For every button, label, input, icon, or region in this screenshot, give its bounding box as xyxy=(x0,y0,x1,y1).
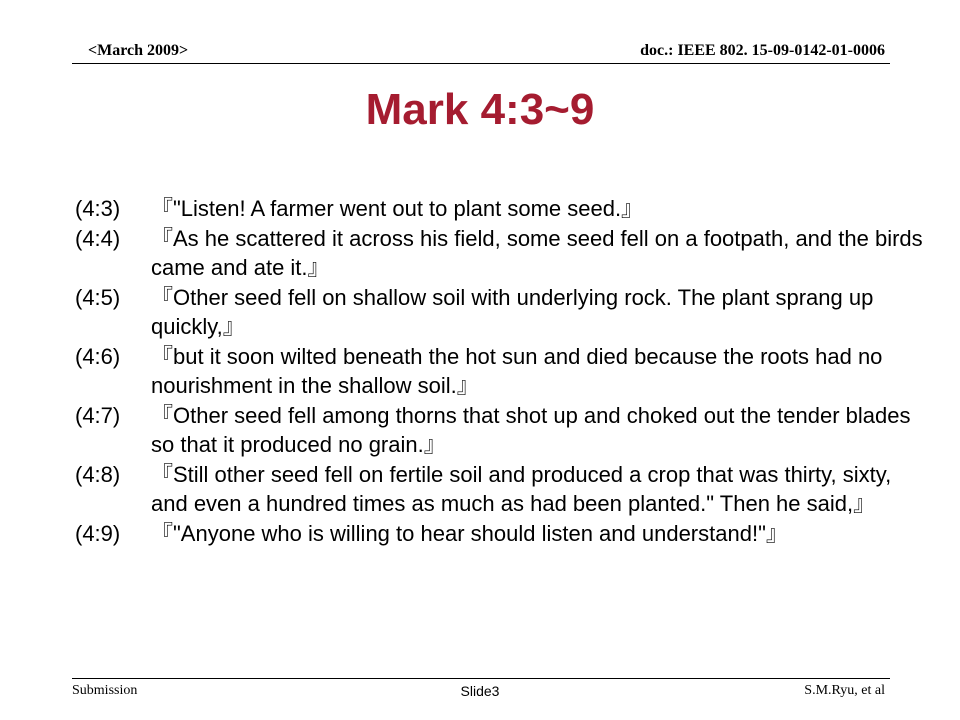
slide-title: Mark 4:3~9 xyxy=(365,85,595,134)
verse-ref: (4:9) xyxy=(75,520,121,546)
verse-4-3 xyxy=(75,194,925,224)
footer-divider xyxy=(72,678,890,679)
verse-4-6 xyxy=(75,342,925,401)
verse-4-8 xyxy=(75,460,925,519)
verse-text: 『Other seed fell on shallow soil with underlying rock. The plant sprang up quickly,』 xyxy=(151,284,874,339)
slide-number: Slide3 xyxy=(460,683,500,699)
verse-ref: (4:3) xyxy=(75,196,121,221)
header-doc-id: doc.: IEEE 802. 15-09-0142-01-0006 xyxy=(640,42,885,59)
verse-ref: (4:5) xyxy=(75,284,121,310)
verse-text: 『Other seed fell among thorns that shot up and choked out the tender blades so that it produced no grain.』 xyxy=(151,402,911,457)
verse-ref: (4:6) xyxy=(75,343,121,369)
verse-text: 『As he scattered it across his field, some seed fell on a footpath, and the birds came and ate it.』 xyxy=(151,225,923,280)
verse-4-4 xyxy=(75,224,925,283)
header-divider xyxy=(72,63,890,64)
verse-4-5 xyxy=(75,283,925,342)
verse-text: 『"Listen! A farmer went out to plant some seed.』 xyxy=(151,196,644,221)
verse-ref: (4:7) xyxy=(75,402,121,428)
verse-text: 『Still other seed fell on fertile soil and produced a crop that was thirty, sixty, and even a hundred times as much as had been planted." Then he said,』 xyxy=(151,461,892,516)
verse-4-9 xyxy=(75,519,925,549)
header-date: <March 2009> xyxy=(88,42,189,59)
footer-authors: S.M.Ryu, et al xyxy=(804,683,885,698)
verse-4-7 xyxy=(75,401,925,460)
footer-submission: Submission xyxy=(72,683,138,698)
verse-text: 『but it soon wilted beneath the hot sun and died because the roots had no nourishment in the shallow soil.』 xyxy=(151,343,883,398)
verse-ref: (4:4) xyxy=(75,225,121,251)
verse-list xyxy=(75,194,925,548)
verse-ref: (4:8) xyxy=(75,461,121,487)
verse-text: 『"Anyone who is willing to hear should listen and understand!"』 xyxy=(151,520,788,546)
